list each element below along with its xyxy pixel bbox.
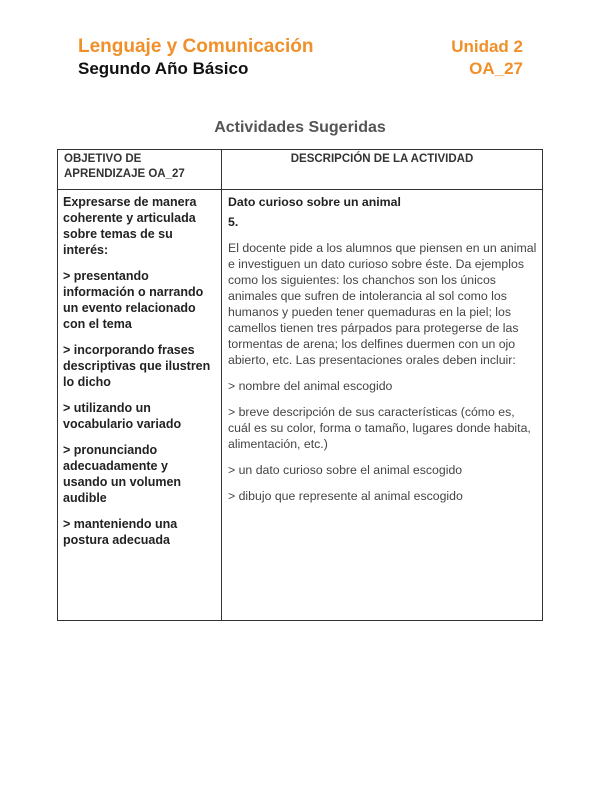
activity-item: > dibujo que represente al animal escogido [228, 489, 463, 503]
objective-cell [63, 194, 215, 558]
activity-column-header: DESCRIPCIÓN DE LA ACTIVIDAD [290, 153, 474, 165]
subject-title: Lenguaje y Comunicación [78, 36, 314, 57]
activity-item: > breve descripción de sus características (cómo es, cuál es su color, forma o tamaño, lugares donde habita, alimentación, etc.) [228, 405, 531, 451]
objective-intro: Expresarse de manera coherente y articulada sobre temas de su interés: [63, 195, 197, 257]
column-divider [221, 150, 222, 620]
grade-level: Segundo Año Básico [78, 59, 249, 78]
objective-item: > manteniendo una postura adecuada [63, 517, 178, 547]
header-row-divider [58, 189, 542, 190]
section-title: Actividades Sugeridas [214, 119, 386, 136]
unit-label: Unidad 2 [451, 37, 523, 56]
activity-description: El docente pide a los alumnos que piensen en un animal e investiguen un dato curioso sobre éste. Da ejemplos como los siguientes: los chanchos son los únicos animales que sufren de intolerancia al sol como los humanos y pueden tener quemaduras en la piel; los camellos tienen tres párpados para protegerse de las tormentas de arena; los delfines duermen con un ojo abierto, etc. Las presentaciones orales deben incluir: [228, 241, 537, 367]
activity-item: > un dato curioso sobre el animal escogido [228, 463, 463, 477]
objective-item: > pronunciando adecuadamente y usando un volumen audible [63, 443, 182, 505]
activity-item: > nombre del animal escogido [228, 379, 393, 393]
page-header [78, 36, 523, 82]
objective-code: OA_27 [469, 59, 523, 78]
activity-table [57, 149, 543, 621]
objective-item: > presentando información o narrando un evento relacionado con el tema [63, 269, 204, 331]
activity-cell [228, 194, 538, 514]
activity-number: 5. [228, 215, 239, 229]
header-left [78, 36, 313, 80]
activity-title: Dato curioso sobre un animal [228, 195, 401, 209]
header-right [451, 36, 523, 80]
objective-item: > utilizando un vocabulario variado [63, 401, 182, 431]
objective-column-header: OBJETIVO DE APRENDIZAJE OA_27 [64, 153, 185, 180]
objective-item: > incorporando frases descriptivas que ilustren lo dicho [63, 343, 211, 389]
